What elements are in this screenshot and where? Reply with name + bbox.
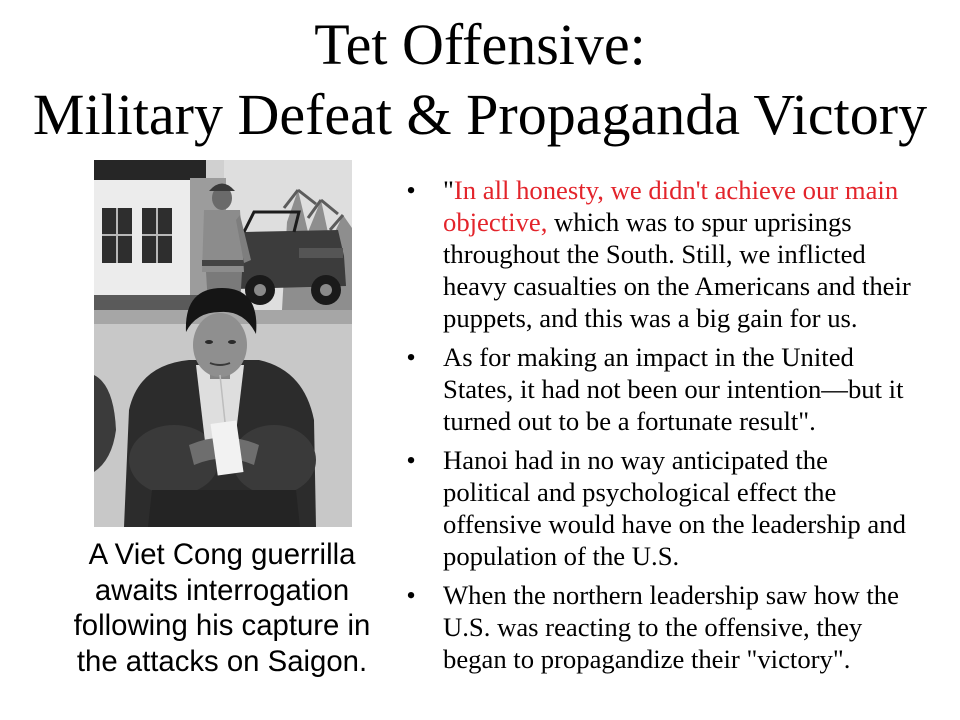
photo-man-trousers (148, 490, 300, 527)
bullet-item (406, 174, 917, 334)
bullet-text: As for making an impact in the United States, it had not been our intention—but it turned out to be a fortunate result". (443, 342, 904, 436)
highlighted-quote: In all honesty, we didn't achieve our main objective, (443, 175, 899, 237)
bullet-marker: • (406, 175, 416, 205)
bullet-text: which was to spur uprisings throughout the South. Still, we inflicted heavy casualties on the Americans and their puppets, and this was a big gain for us. (443, 207, 911, 333)
slide-title-line-1: Tet Offensive: (314, 12, 646, 77)
photo-man-face (193, 313, 247, 377)
bullet-text: Hanoi had in no way anticipated the political and psychological effect the offensive would have on the leadership and population of the U.S. (443, 445, 906, 571)
photo-man-eye-right (228, 340, 236, 344)
quote-open: " (443, 175, 454, 205)
bullet-list (406, 174, 917, 675)
photo (94, 160, 352, 527)
photo-jeep-hood (299, 248, 343, 258)
bullet-marker: • (406, 580, 416, 610)
photo-man-eye-left (205, 340, 213, 344)
slide-title (0, 10, 960, 150)
photo-jeep-rim-rear (320, 284, 332, 296)
photo-caption: A Viet Cong guerrilla awaits interrogation following his capture in the attacks on Saigon. (73, 538, 371, 678)
slide-title-line-2: Military Defeat & Propaganda Victory (32, 82, 928, 147)
photo-soldier-belt (202, 260, 244, 266)
bullet-item (406, 341, 917, 437)
bullet-item (406, 444, 917, 572)
photo-illustration (94, 160, 352, 527)
photo-building-roof (94, 160, 206, 180)
photo-jeep-rim-front (254, 284, 266, 296)
bullet-item (406, 579, 917, 675)
bullet-marker: • (406, 342, 416, 372)
bullet-marker: • (406, 445, 416, 475)
bullet-text: When the northern leadership saw how the U.S. was reacting to the offensive, they began to propagandize their "victory". (443, 580, 899, 674)
